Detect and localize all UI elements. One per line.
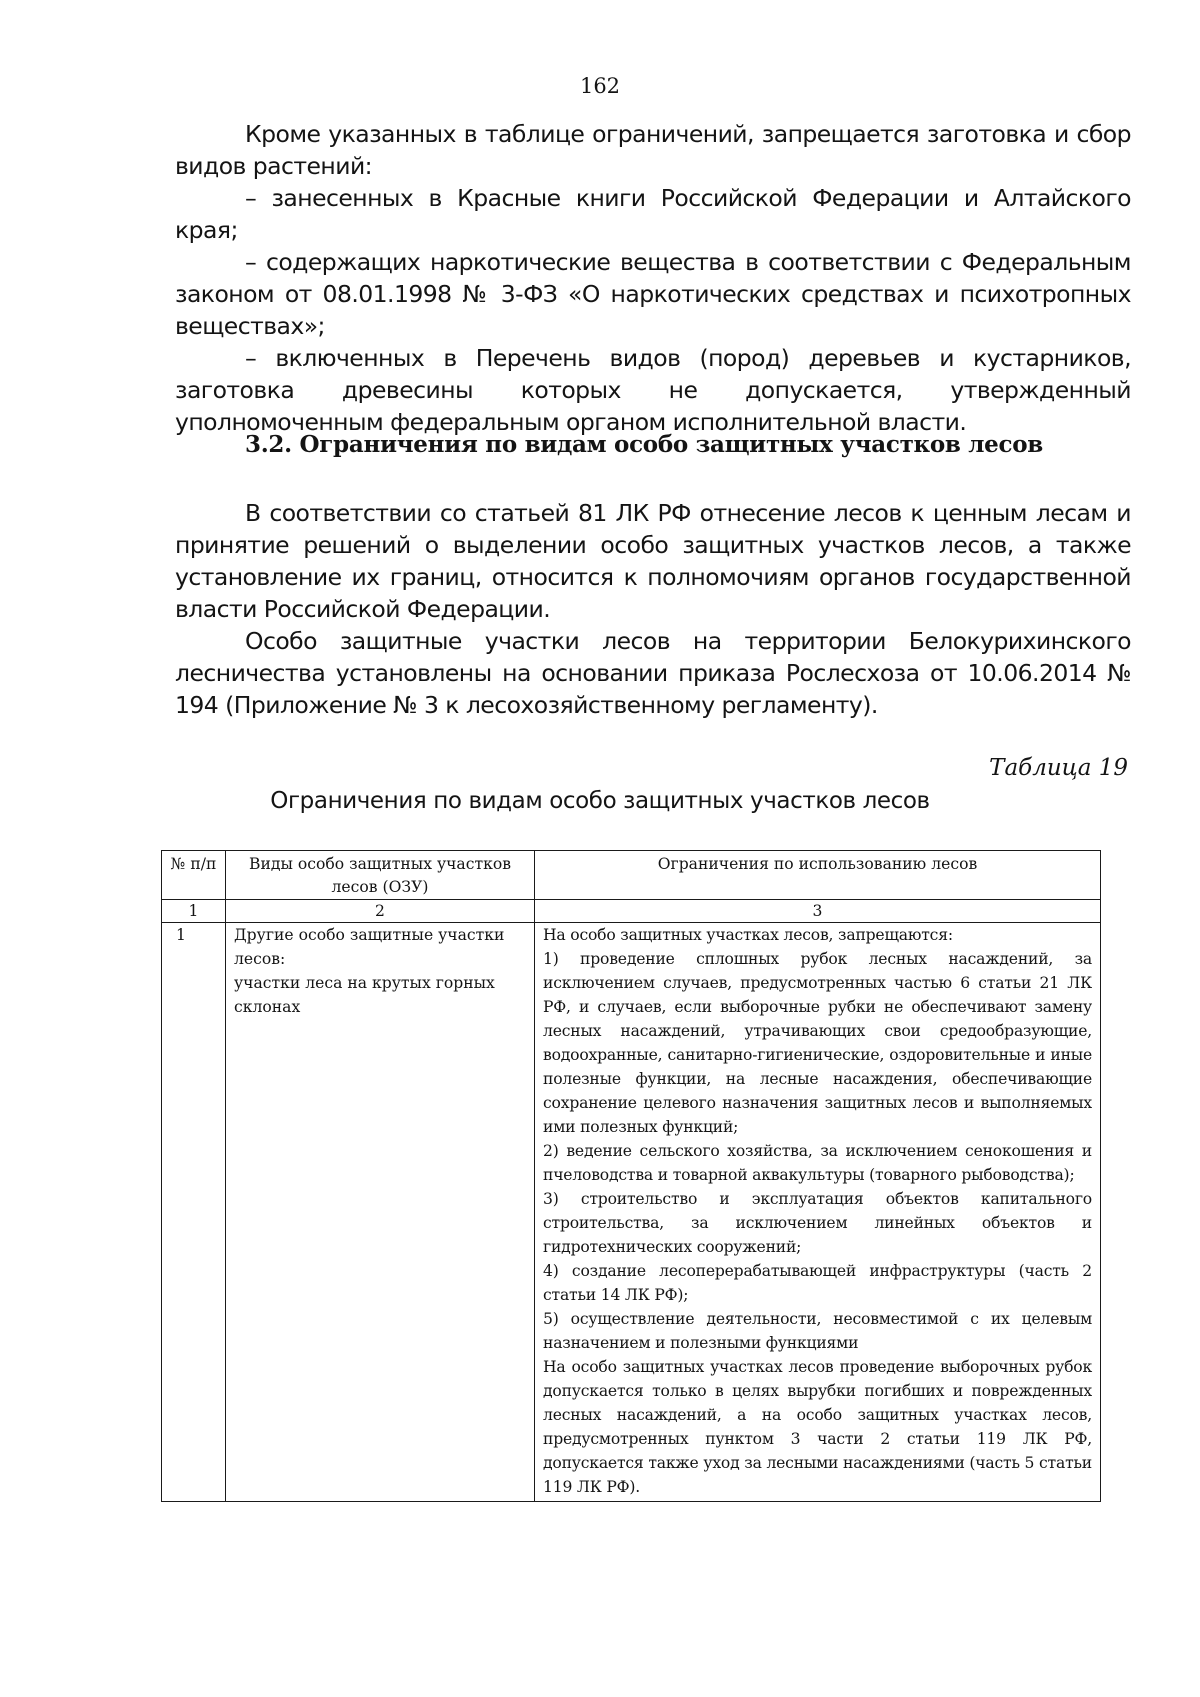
restriction-intro: На особо защитных участках лесов, запрещаются:: [543, 926, 953, 944]
ozu-type-line: участки леса на крутых горных склонах: [234, 974, 495, 1016]
restriction-selective-felling: На особо защитных участках лесов проведение выборочных рубок допускается только в целях вырубки погибших и поврежденных лесных насаждений, а на особо защитных участках лесов, предусмотренных пунктом 3 части 2 статьи 119 ЛК РФ, допускается также уход за лесными насаждениями (часть 5 статьи 119 ЛК РФ).: [543, 1358, 1092, 1496]
column-number-1: 1: [162, 900, 226, 923]
column-number-2: 2: [226, 900, 535, 923]
section-paragraph-establishment: Особо защитные участки лесов на территории Белокурихинского лесничества установлены на основании приказа Рослесхоза от 10.06.2014 № 194 (Приложение № 3 к лесохозяйственному регламенту).: [175, 627, 1131, 719]
table-row: [162, 923, 1101, 1502]
row-number: 1: [162, 923, 226, 1502]
table-caption: Ограничения по видам особо защитных участков лесов: [270, 788, 930, 814]
restriction-item-3: 3) строительство и эксплуатация объектов капитального строительства, за исключением линейных объектов и гидротехнических сооружений;: [543, 1190, 1092, 1256]
intro-block: [175, 118, 1131, 438]
header-number: № п/п: [162, 851, 226, 900]
restriction-item-4: 4) создание лесоперерабатывающей инфраструктуры (часть 2 статьи 14 ЛК РФ);: [543, 1262, 1092, 1304]
table-header-row: [162, 851, 1101, 900]
page-number: 162: [579, 74, 621, 98]
header-ozu-type: Виды особо защитных участков лесов (ОЗУ): [226, 851, 535, 900]
row-restrictions: [535, 923, 1101, 1502]
row-ozu-type: [226, 923, 535, 1502]
column-number-3: 3: [535, 900, 1101, 923]
ozu-type-line: Другие особо защитные участки лесов:: [234, 926, 505, 968]
intro-item-protected-species: – включенных в Перечень видов (пород) деревьев и кустарников, заготовка древесины которых не допускается, утвержденный уполномоченным федеральным органом исполнительной власти.: [175, 344, 1131, 436]
table-column-number-row: [162, 900, 1101, 923]
table-number: Таблица 19: [989, 755, 1128, 781]
intro-item-narcotics: – содержащих наркотические вещества в соответствии с Федеральным законом от 08.01.1998 № 3-ФЗ «О наркотических средствах и психотропных веществах»;: [175, 248, 1131, 340]
restriction-item-1: 1) проведение сплошных рубок лесных насаждений, за исключением случаев, предусмотренных частью 6 статьи 21 ЛК РФ, и случаев, если выборочные рубки не обеспечивают замену лесных насаждений, утрачивающих свои средообразующие, водоохранные, санитарно-гигиенические, оздоровительные и иные полезные функции, на лесные насаждения, обеспечивающие сохранение целевого назначения защитных лесов и выполняемых ими полезных функций;: [543, 950, 1092, 1136]
intro-lead: Кроме указанных в таблице ограничений, запрещается заготовка и сбор видов растений:: [175, 120, 1131, 180]
restriction-item-2: 2) ведение сельского хозяйства, за исключением сенокошения и пчеловодства и товарной аквакультуры (товарного рыбоводства);: [543, 1142, 1092, 1184]
restrictions-table: [161, 850, 1101, 1502]
header-restrictions: Ограничения по использованию лесов: [535, 851, 1101, 900]
restriction-item-5: 5) осуществление деятельности, несовместимой с их целевым назначением и полезными функциями: [543, 1310, 1092, 1352]
section-body: [175, 497, 1131, 721]
section-paragraph-authority: В соответствии со статьей 81 ЛК РФ отнесение лесов к ценным лесам и принятие решений о выделении особо защитных участков лесов, а также установление их границ, относится к полномочиям органов государственной власти Российской Федерации.: [175, 499, 1131, 623]
section-heading: 3.2. Ограничения по видам особо защитных участков лесов: [245, 431, 1043, 458]
intro-item-red-books: – занесенных в Красные книги Российской Федерации и Алтайского края;: [175, 184, 1131, 244]
